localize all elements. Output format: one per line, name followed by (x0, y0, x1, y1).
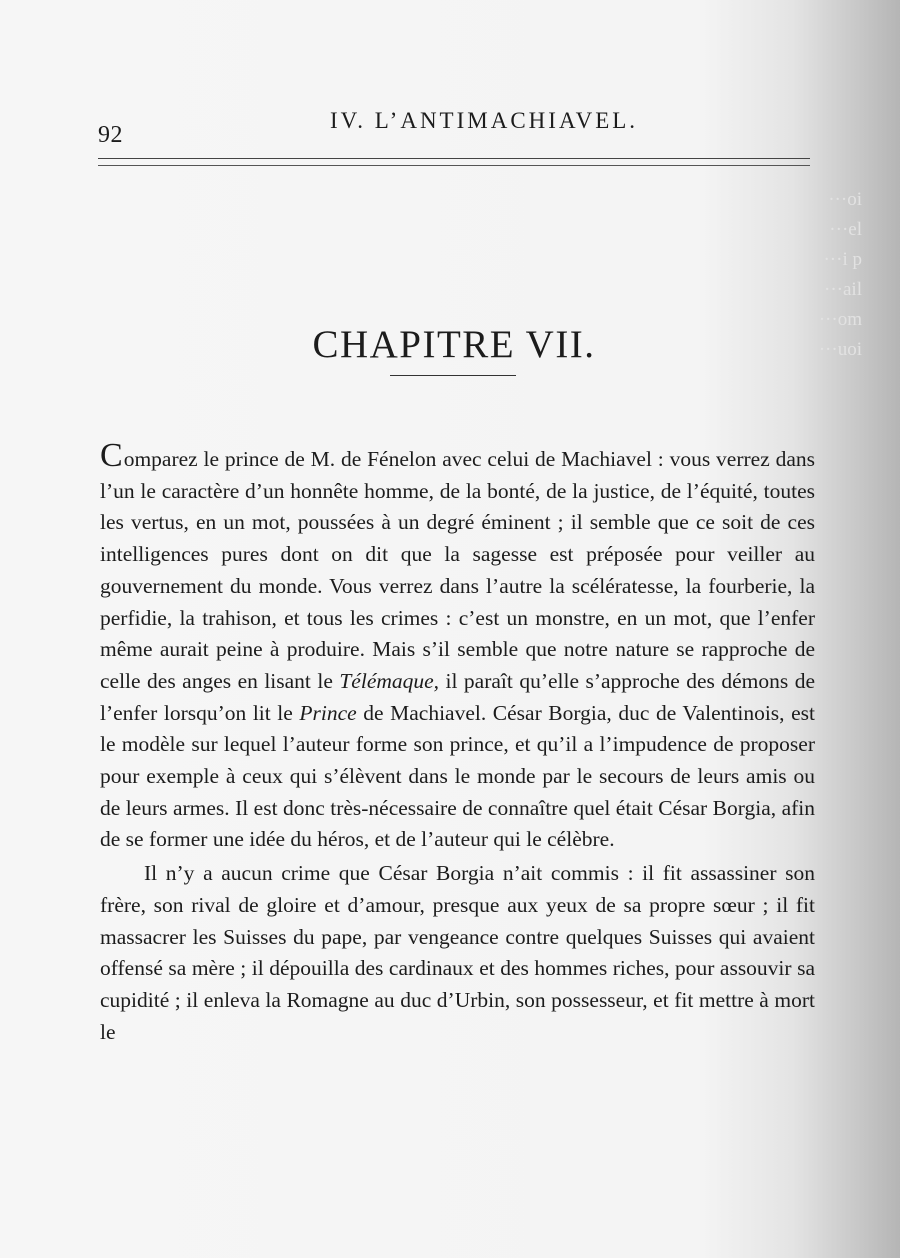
paragraph-1-part-1: omparez le prince de M. de Fénelon avec celui de Machiavel : vous verrez dans l’un le caractère d’un honnête homme, de la bonté, de la justice, de l’équité, toutes les vertus, en un mot, poussées à un degré éminent ; il semble que ce soit de ces intelligences pures dont on dit que la sagesse est préposée pour veiller au gouvernement du monde. Vous verrez dans l’autre la scélératesse, la fourberie, la perfidie, la trahison, et tous les crimes : c’est un monstre, en un mot, que l’enfer même aurait peine à produire. Mais s’il semble que notre nature se rapproche de celle des anges en lisant le (100, 447, 815, 693)
title-prince: Prince (299, 700, 357, 725)
paragraph-1 (100, 437, 816, 856)
body-text (100, 437, 816, 1048)
paragraph-1-part-2: il paraît qu’elle s’approche des démons de l’enfer lorsqu’on lit le (100, 668, 816, 725)
page-number: 92 (98, 122, 123, 148)
title-telemaque: Télémaque, (339, 668, 440, 693)
bleed-through-text: ···oi ···el ···i p ···ail ···om ···uoi (818, 189, 862, 360)
chapter-title: CHAPITRE VII. (312, 323, 596, 367)
paragraph-1-part-3: de Machiavel. César Borgia, duc de Valentinois, est le modèle sur lequel l’auteur forme son prince, et qu’il a l’impudence de proposer pour exemple à ceux qui s’élèvent dans le monde par le secours de leurs amis ou de leurs armes. Il est donc très-nécessaire de connaître quel était César Borgia, afin de se former une idée du héros, et de l’auteur qui le célèbre. (100, 700, 815, 852)
header-double-rule (98, 158, 810, 166)
chapter-rule (390, 375, 516, 376)
page-header (98, 108, 810, 148)
running-title: IV. L’ANTIMACHIAVEL. (329, 108, 639, 133)
paragraph-2: Il n’y a aucun crime que César Borgia n’ait commis : il fit assassiner son frère, son rival de gloire et d’amour, presque aux yeux de sa propre sœur ; il fit massacrer les Suisses du pape, par vengeance contre quelques Suisses qui avaient offensé sa mère ; il dépouilla des cardinaux et des hommes riches, pour assouvir sa cupidité ; il enleva la Romagne au duc d’Urbin, son possesseur, et fit mettre à mort le (100, 861, 815, 1044)
initial-letter: C (100, 437, 123, 474)
